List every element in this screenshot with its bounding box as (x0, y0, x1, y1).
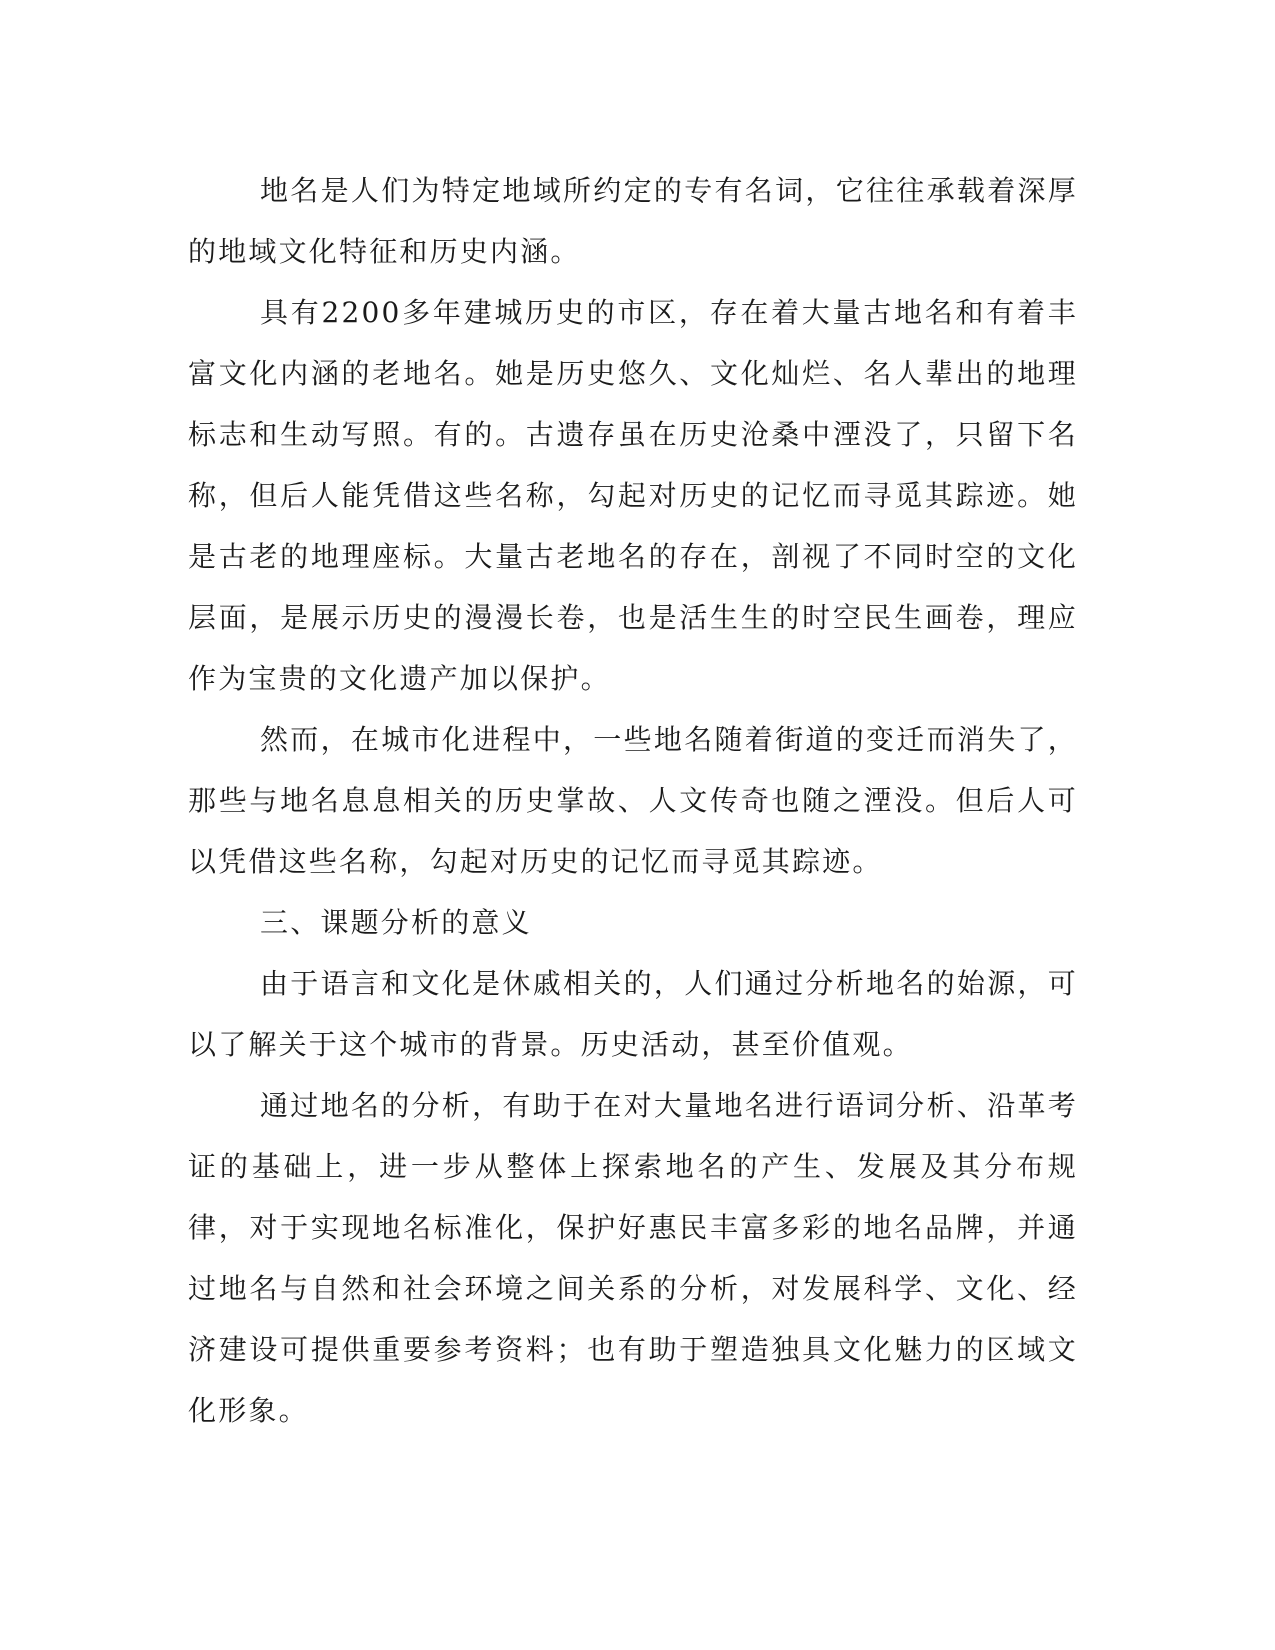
paragraph-analysis-significance: 通过地名的分析，有助于在对大量地名进行语词分析、沿革考证的基础上，进一步从整体上探索地名的产生、发展及其分布规律，对于实现地名标准化，保护好惠民丰富多彩的地名品牌，并通过地名与自然和社会环境之间关系的分析，对发展科学、文化、经济建设可提供重要参考资料；也有助于塑造独具文化魅力的区域文化形象。 (188, 1089, 1078, 1427)
section-heading: 三、课题分析的意义 (260, 906, 532, 939)
paragraph-place-name-definition: 地名是人们为特定地域所约定的专有名词，它往往承载着深厚的地域文化特征和历史内涵。 (188, 174, 1078, 268)
document-body (188, 160, 1078, 1441)
paragraph-urbanization: 然而，在城市化进程中，一些地名随着街道的变迁而消失了，那些与地名息息相关的历史掌故、人文传奇也随之湮没。但后人可以凭借这些名称，勾起对历史的记忆而寻觅其踪迹。 (188, 723, 1078, 878)
paragraph-language-culture: 由于语言和文化是休戚相关的，人们通过分析地名的始源，可以了解关于这个城市的背景。历史活动，甚至价值观。 (188, 967, 1078, 1061)
paragraph-city-history: 具有2200多年建城历史的市区，存在着大量古地名和有着丰富文化内涵的老地名。她是历史悠久、文化灿烂、名人辈出的地理标志和生动写照。有的。古遗存虽在历史沧桑中湮没了，只留下名称，但后人能凭借这些名称，勾起对历史的记忆而寻觅其踪迹。她是古老的地理座标。大量古老地名的存在，剖视了不同时空的文化层面，是展示历史的漫漫长卷，也是活生生的时空民生画卷，理应作为宝贵的文化遗产加以保护。 (188, 296, 1078, 695)
